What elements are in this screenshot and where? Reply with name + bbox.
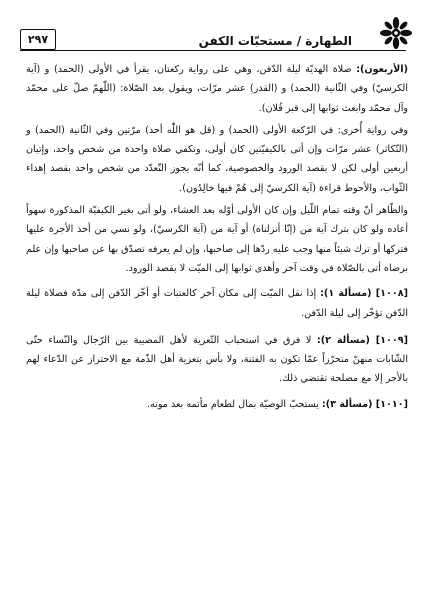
running-header	[20, 14, 414, 52]
header-divider	[20, 50, 406, 51]
paragraph-other-narration	[26, 121, 408, 198]
masala-1008	[26, 284, 408, 323]
paragraph-text: يستحبّ الوصيّة بمال لطعام مأتمه بعد موته.	[146, 398, 322, 410]
main-text	[26, 60, 408, 414]
paragraph-text: والظّاهر أنّ وقته تمام اللّيل وإن كان الأولى أوّله بعد العشاء، ولو أتى بغير الكيفيّة المذكورة سهواً أعاده ولو كان بترك آية من (إنّا أنزلناه) أو آية من (آية الكرسيّ)، ولو نسي من أخذ الأجرة عليها فتركها أو ترك شيئاً منها وجب عليه ردّها إلى صاحبها، وإن لم يعرفه تصدّق بها عن صاحبها وإن علم برضاه أتى بالصّلاة في وقت آخر وأهدى ثوابها إلى الميّت لا بقصد الورود.	[26, 205, 408, 274]
paragraph-text: إذا نقل الميّت إلى مكان آخر كالعتبات أو أخّر الدّفن إلى مدّة فصلاة ليلة الدّفن تؤخّر إلى ليلة الدّفن.	[26, 288, 408, 319]
masala-1010	[26, 395, 408, 414]
masala-label: [١٠٠٨] (مسألة ١):	[320, 288, 408, 300]
masala-label: [١٠١٠] (مسألة ٣):	[321, 398, 408, 410]
floral-ornament-icon	[378, 16, 414, 50]
paragraph-text: صلاة الهديّة ليلة الدّفن، وهي على رواية ركعتان، يقرأ في الأولى (الحمد) و (آية الكرسيّ) وفي الثّانية (الحمد) و (القدر) عشر مرّات، ويقول بعد الصّلاة: (اللّٰهمّ صلّ على محمّد وآل محمّد وابعث ثوابها إلى قبر فُلان).	[26, 64, 408, 114]
running-header-title: الطهارة / مستحبّات الكفن	[198, 34, 352, 48]
masala-label: [١٠٠٩] (مسألة ٢):	[316, 334, 408, 346]
paragraph-timing	[26, 201, 408, 278]
page-number: ٢٩٧	[20, 29, 56, 50]
paragraph-fortieth	[26, 60, 408, 118]
paragraph-text: لا فرق في استحباب التّعزية لأهل المصيبة بين الرّجال والنّساء حتّى الشّابات منهنّ متحرّزاً عمّا تكون به الفتنة، ولا بأس بتعزية أهل الذّمة مع الاحتراز عن الدّعاء لهم بالأجر إلا مع مصلحة تقتضي ذلك.	[26, 334, 408, 385]
paragraph-text: وفي رواية أُخرى: في الرّكعة الأولى (الحمد) و (قل هو اللّٰه أحد) مرّتين وفي الثّانية (الحمد) و (التّكاثر) عشر مرّات وإن أتى بالكيفيّتين كان أولى، وتكفي صلاة واحدة من شخص واحد، وإتيان أربعين أولى لكن لا بقصد الورود والخصوصية، كما أنّه يجوز التّعدّد من شخص واحد بقصد إهداء الثّواب، والأحوط قراءة (آية الكرسيّ إلى هُمْ فيها خالِدُون).	[26, 124, 408, 194]
item-heading: (الأربعون):	[356, 64, 408, 75]
masala-1009	[26, 331, 408, 389]
